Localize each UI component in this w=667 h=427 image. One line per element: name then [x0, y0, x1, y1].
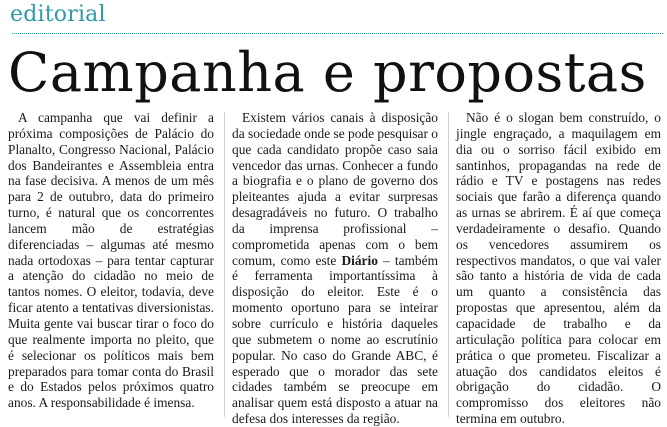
column-2-paragraph [232, 110, 438, 427]
column-2-text-before: Existem vários canais à disposição da sociedade onde se pode pesquisar o que cada candidato propõe caso saia vencedor das urnas. Conhecer a fundo a biografia e o plano de governo dos pleiteantes ajuda a evitar surpresas desagradáveis no futuro. O trabalho da imprensa profissional – comprometida apenas com o bem comum, como este [232, 110, 438, 268]
newspaper-name: Diário [341, 252, 378, 268]
column-divider [224, 112, 225, 417]
article-column-2 [232, 110, 438, 427]
article-column-3 [456, 110, 661, 427]
column-1-text: A campanha que vai definir a próxima composições de Palácio do Planalto, Congresso Nacional, Palácio dos Bandeirantes e Assembleia entra na fase decisiva. A menos de um mês para 2 de outubro, data do primeiro turno, é natural que os concorrentes lancem mão de estratégias diferenciadas – algumas até mesmo nada ortodoxas – para tentar capturar a atenção do cidadão no meio de tantos nomes. O eleitor, todavia, deve ficar atento a tentativas diversionistas. Muita gente vai buscar tirar o foco do que realmente importa no pleito, que é selecionar os políticos mais bem preparados para tomar conta do Brasil e do Estados pelos próximos quatro anos. A responsabilidade é imensa. [8, 110, 214, 411]
section-divider [12, 33, 663, 34]
column-divider [448, 112, 449, 417]
article-body [0, 110, 667, 427]
headline: Campanha e propostas [8, 41, 647, 104]
column-3-text: Não é o slogan bem construído, o jingle engraçado, a maquilagem em dia ou o sorriso fácil exibido em santinhos, propagandas na rede de rádio e TV e postagens nas redes sociais que farão a diferença quando as urnas se abrirem. É aí que começa verdadeiramente o desafio. Quando os vencedores assumirem os respectivos mandatos, o que vai valer são tanto a história de vida de cada um quanto a consistência das propostas que apresentou, além da capacidade de trabalho e da articulação política para colocar em prática o que prometeu. Fiscalizar a atuação dos candidatos eleitos é obrigação do cidadão. O compromisso dos eleitores não termina em outubro. [456, 110, 661, 427]
section-label: editorial [10, 2, 106, 27]
column-3-paragraph [456, 110, 661, 427]
article-column-1 [8, 110, 214, 411]
column-2-text-after: – também é ferramenta importantíssima à disposição do eleitor. Este é o momento oportuno para se inteirar sobre currículo e história daqueles que submetem o nome ao escrutínio popular. No caso do Grande ABC, é esperado que o morador das sete cidades também se preocupe em analisar quem está disposto a atuar na defesa dos interesses da região. [232, 252, 438, 427]
column-1-paragraph [8, 110, 214, 411]
